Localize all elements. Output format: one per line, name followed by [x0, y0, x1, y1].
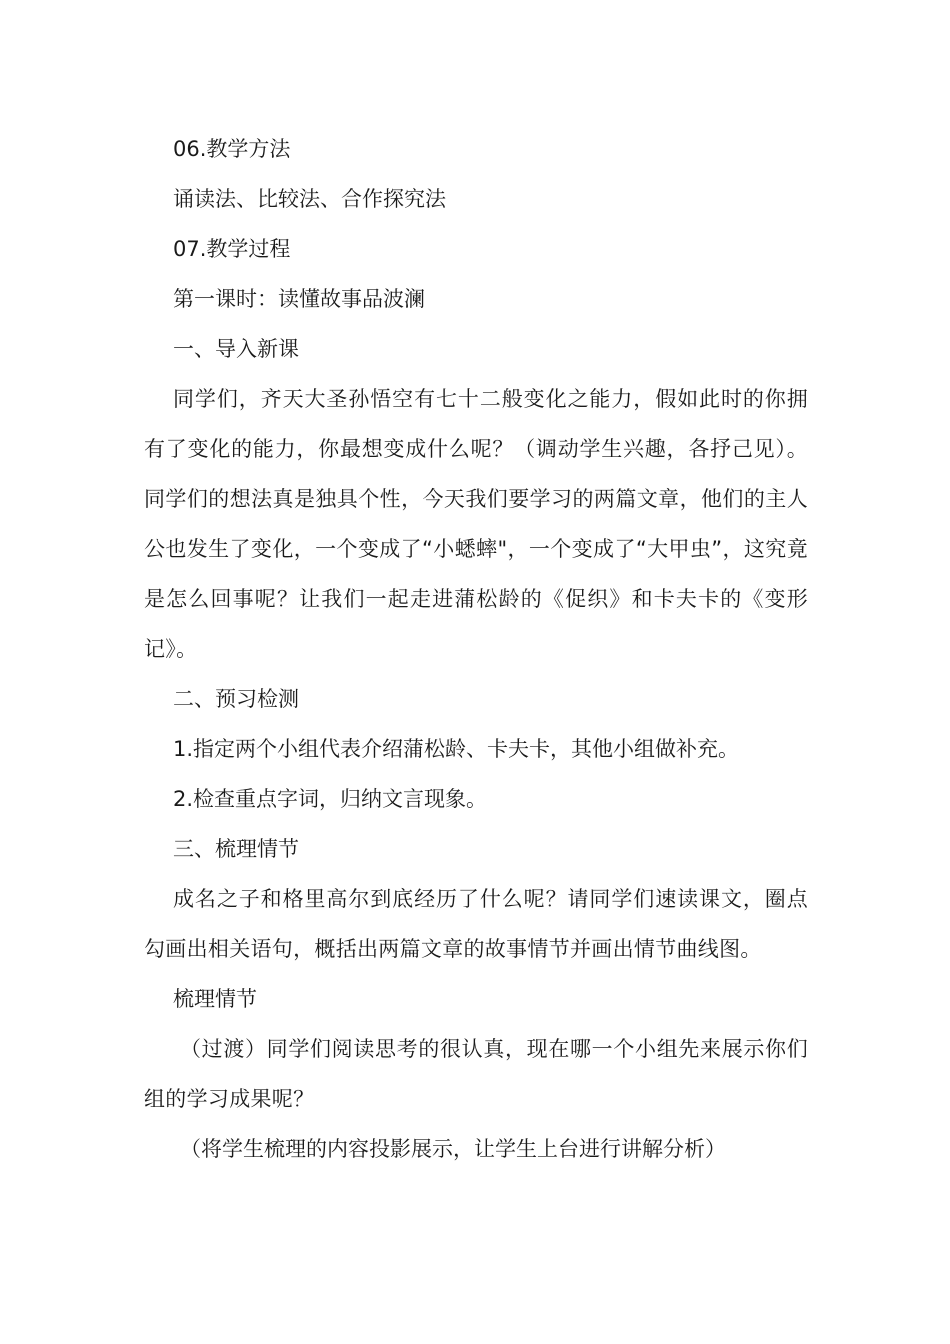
heading-teaching-process: 07.教学过程: [173, 237, 291, 261]
heading-teaching-methods: 06.教学方法: [173, 137, 291, 161]
preview-item-1: 1.指定两个小组代表介绍蒲松龄、卡夫卡，其他小组做补充。: [173, 737, 740, 761]
methods-text: 诵读法、比较法、合作探究法: [173, 187, 446, 211]
section-three-heading: 三、梳理情节: [173, 837, 299, 861]
preview-item-2: 2.检查重点字词，归纳文言现象。: [173, 787, 488, 811]
document-body: [144, 124, 808, 1174]
intro-paragraph: 同学们，齐天大圣孙悟空有七十二般变化之能力，假如此时的你拥有了变化的能力，你最想变成什么呢？（调动学生兴趣，各抒己见）。同学们的想法真是独具个性，今天我们要学习的两篇文章，他们的主人公也发生了变化，一个变成了“小蟋蟀"，一个变成了“大甲虫”，这究竟是怎么回事呢？让我们一起走进蒲松龄的《促织》和卡夫卡的《变形记》。: [144, 387, 808, 661]
plot-subheading: 梳理情节: [173, 987, 257, 1011]
projection-note: （将学生梳理的内容投影展示，让学生上台进行讲解分析）: [180, 1137, 726, 1161]
section-one-heading: 一、导入新课: [173, 337, 299, 361]
plot-paragraph: 成名之子和格里高尔到底经历了什么呢？请同学们速读课文，圈点勾画出相关语句，概括出两篇文章的故事情节并画出情节曲线图。: [144, 887, 808, 961]
lesson-one-title: 第一课时：读懂故事品波澜: [173, 287, 425, 311]
section-two-heading: 二、预习检测: [173, 687, 299, 711]
transition-paragraph: （过渡）同学们阅读思考的很认真，现在哪一个小组先来展示你们组的学习成果呢？: [144, 1037, 808, 1111]
